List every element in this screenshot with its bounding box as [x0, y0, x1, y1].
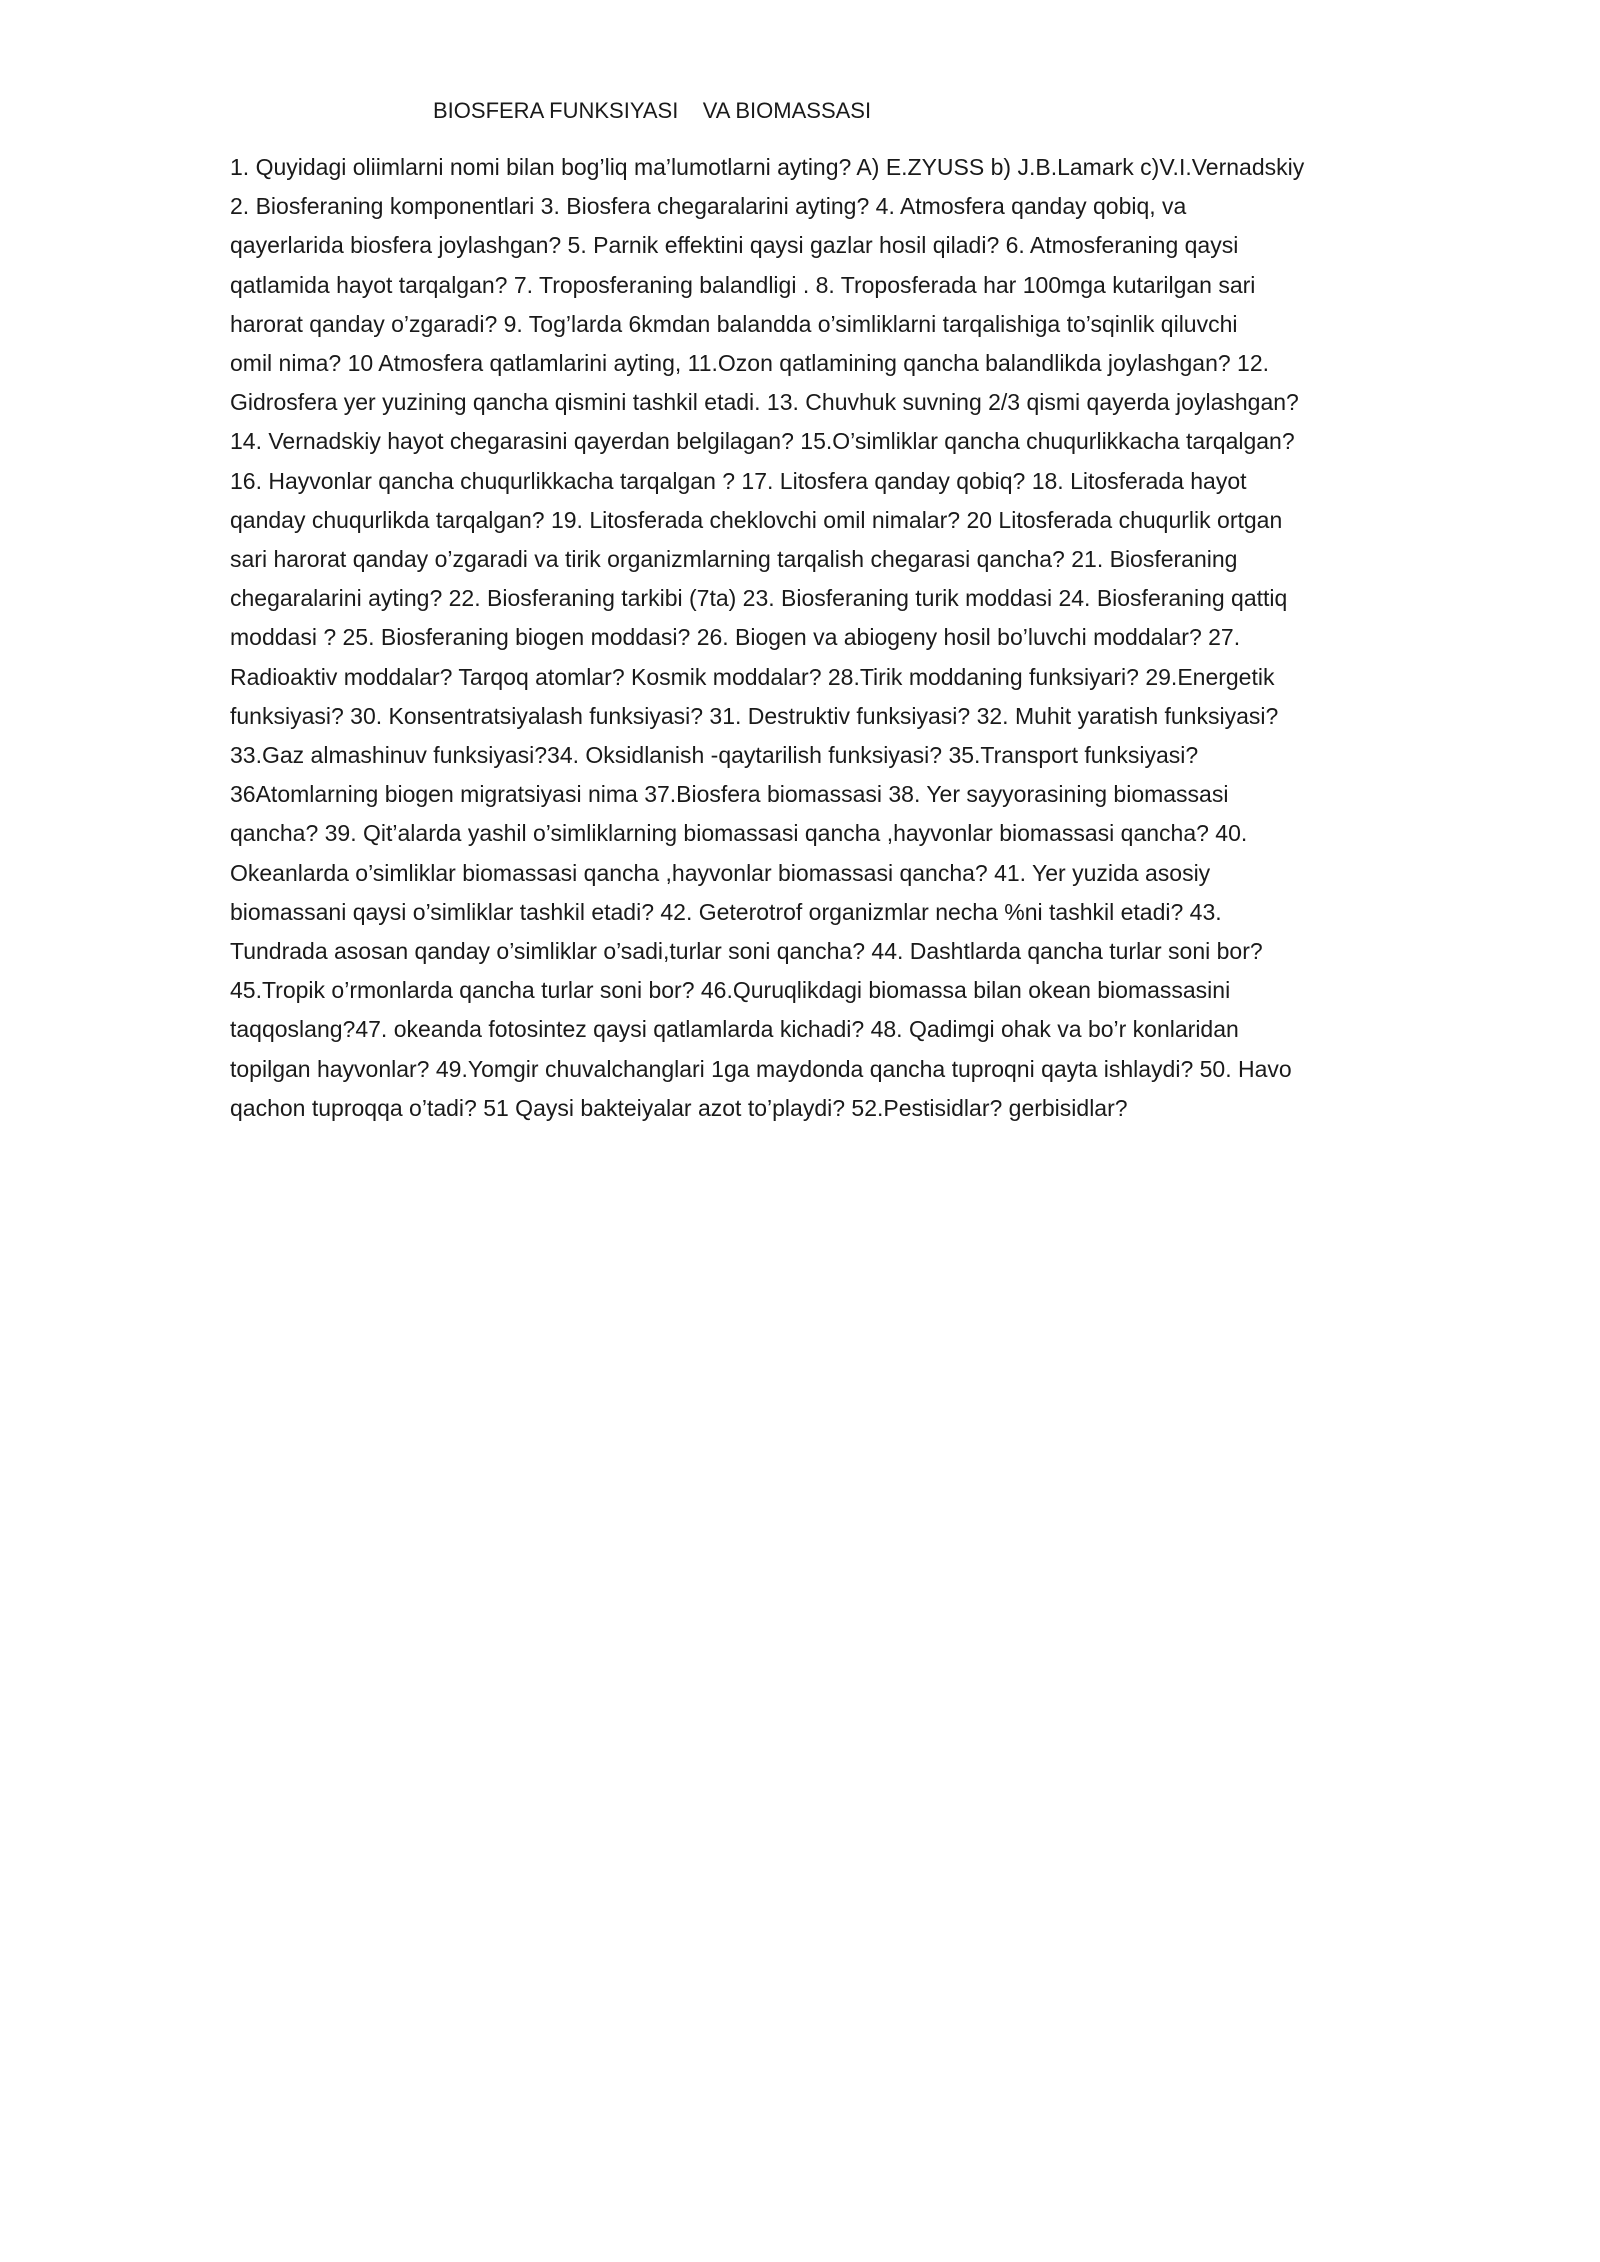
- text-line: topilgan hayvonlar? 49.Yomgir chuvalchanglari 1ga maydonda qancha tuproqni qayta ishlaydi? 50. Havo: [230, 1055, 1292, 1082]
- text-line: omil nima? 10 Atmosfera qatlamlarini ayting, 11.Ozon qatlamining qancha balandlikda joylashgan? 12.: [230, 350, 1270, 377]
- document-title: BIOSFERA FUNKSIYASI VA BIOMASSASI: [433, 98, 872, 123]
- text-line: taqqoslang?47. okeanda fotosintez qaysi qatlamlarda kichadi? 48. Qadimgi ohak va bo’r konlaridan: [230, 1016, 1239, 1043]
- text-line: 1. Quyidagi oliimlarni nomi bilan bog’liq ma’lumotlarni ayting? A) E.ZYUSS b) J.B.Lamark c)V.I.Vernadskiy: [230, 154, 1305, 180]
- text-line: 45.Tropik o’rmonlarda qancha turlar soni bor? 46.Quruqlikdagi biomassa bilan okean biomassasini: [230, 977, 1231, 1004]
- text-line: 36Atomlarning biogen migratsiyasi nima 37.Biosfera biomassasi 38. Yer sayyorasining biomassasi: [230, 781, 1229, 808]
- text-line: 14. Vernadskiy hayot chegarasini qayerdan belgilagan? 15.O’simliklar qancha chuqurlikkacha tarqalgan?: [230, 428, 1295, 455]
- text-line: qatlamida hayot tarqalgan? 7. Troposferaning balandligi . 8. Troposferada har 100mga kutarilgan sari: [230, 271, 1256, 298]
- text-line: 16. Hayvonlar qancha chuqurlikkacha tarqalgan ? 17. Litosfera qanday qobiq? 18. Litosferada hayot: [230, 467, 1247, 494]
- text-line: sari harorat qanday o’zgaradi va tirik organizmlarning tarqalish chegarasi qancha? 21. Biosferaning: [230, 546, 1238, 573]
- text-line: qayerlarida biosfera joylashgan? 5. Parnik effektini qaysi gazlar hosil qiladi? 6. Atmosferaning qaysi: [230, 232, 1239, 259]
- text-line: qanday chuqurlikda tarqalgan? 19. Litosferada cheklovchi omil nimalar? 20 Litosferada chuqurlik ortgan: [230, 506, 1283, 533]
- text-line: qachon tuproqqa o’tadi? 51 Qaysi bakteiyalar azot to’playdi? 52.Pestisidlar? gerbisidlar?: [230, 1094, 1128, 1121]
- text-line: chegaralarini ayting? 22. Biosferaning tarkibi (7ta) 23. Biosferaning turik moddasi 24. Biosferaning qattiq: [230, 585, 1288, 612]
- text-line: harorat qanday o’zgaradi? 9. Tog’larda 6kmdan balandda o’simliklarni tarqalishiga to’sqinlik qiluvchi: [230, 310, 1238, 337]
- text-line: moddasi ? 25. Biosferaning biogen moddasi? 26. Biogen va abiogeny hosil bo’luvchi moddalar? 27.: [230, 624, 1241, 651]
- text-line: Tundrada asosan qanday o’simliklar o’sadi,turlar soni qancha? 44. Dashtlarda qancha turlar soni bor?: [230, 938, 1263, 965]
- text-line: Gidrosfera yer yuzining qancha qismini tashkil etadi. 13. Chuvhuk suvning 2/3 qismi qayerda joylashgan?: [230, 389, 1299, 416]
- text-line: qancha? 39. Qit’alarda yashil o’simliklarning biomassasi qancha ,hayvonlar biomassasi qancha? 40.: [230, 820, 1248, 847]
- text-line: Radioaktiv moddalar? Tarqoq atomlar? Kosmik moddalar? 28.Tirik moddaning funksiyari? 29.Energetik: [230, 663, 1275, 690]
- document-body: [230, 148, 1516, 1128]
- text-line: Okeanlarda o’simliklar biomassasi qancha ,hayvonlar biomassasi qancha? 41. Yer yuzida asosiy: [230, 859, 1211, 886]
- text-line: 33.Gaz almashinuv funksiyasi?34. Oksidlanish -qaytarilish funksiyasi? 35.Transport funksiyasi?: [230, 742, 1199, 769]
- text-line: funksiyasi? 30. Konsentratsiyalash funksiyasi? 31. Destruktiv funksiyasi? 32. Muhit yaratish funksiyasi?: [230, 702, 1279, 729]
- text-line: 2. Biosferaning komponentlari 3. Biosfera chegaralarini ayting? 4. Atmosfera qanday qobiq, va: [230, 193, 1187, 220]
- text-line: biomassani qaysi o’simliklar tashkil etadi? 42. Geterotrof organizmlar necha %ni tashkil etadi? 43.: [230, 898, 1222, 925]
